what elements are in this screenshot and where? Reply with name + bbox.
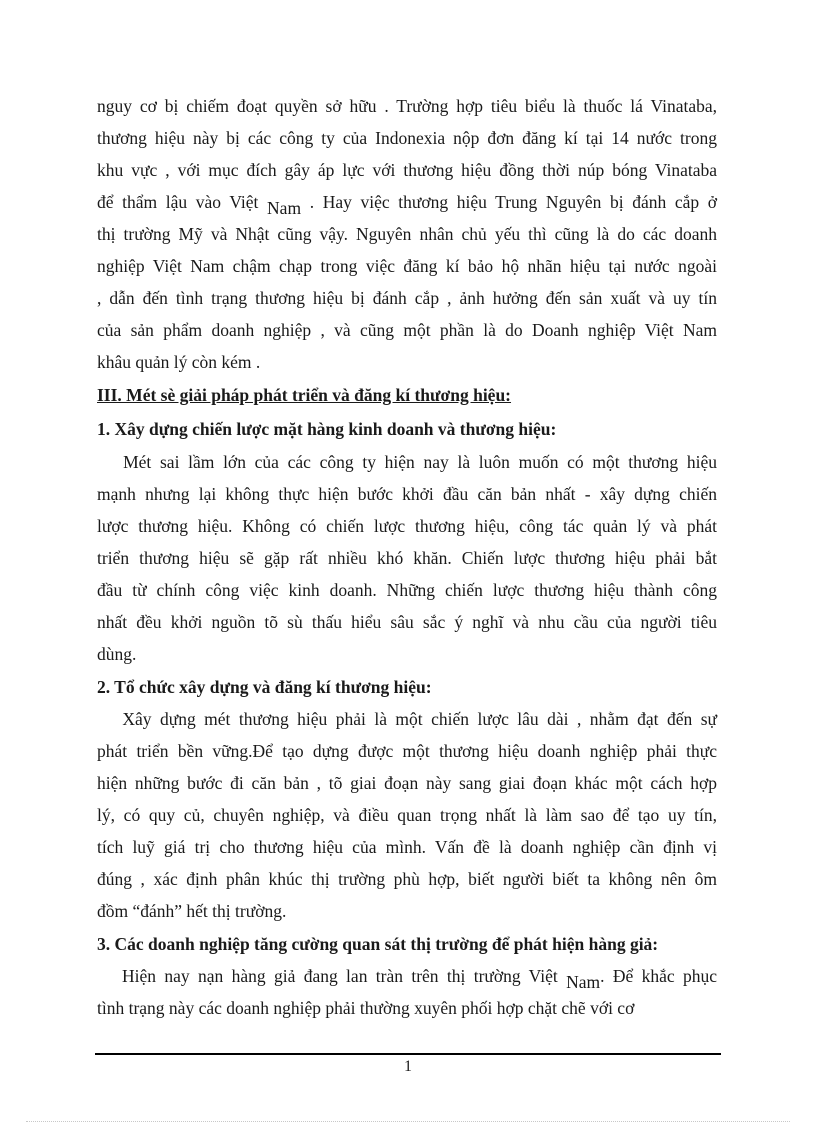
text-line: đúng , xác định phân khúc thị trường phù hợp, biết người biết ta không nên ôm <box>97 869 717 889</box>
text-line: lý, có quy củ, chuyên nghiệp, và điều quan trọng nhất là làm sao để tạo uy tín, <box>97 805 717 825</box>
text-span: . Hay việc thương hiệu Trung Nguyên bị đánh cắp ở <box>301 192 717 212</box>
text-line: nghiệp Việt Nam chậm chạp trong việc đăng kí bảo hộ nhãn hiệu tại nước ngoài <box>97 256 717 276</box>
text-line: nhất đều khởi nguồn tõ sù thấu hiểu sâu sắc ý nghĩ và nhu cầu của người tiêu <box>97 612 717 632</box>
text-span: Hiện nay nạn hàng giả đang lan tràn trên thị trường Việt <box>97 966 567 986</box>
text-span-subscript: Nam <box>267 198 302 218</box>
text-line: lược thương hiệu. Không có chiến lược thương hiệu, công tác quản lý và phát <box>97 516 717 536</box>
text-line: đầu từ chính công việc kinh doanh. Những chiến lược thương hiệu thành công <box>97 580 717 600</box>
subheading-3: 3. Các doanh nghiệp tăng cường quan sát thị trường để phát hiện hàng giả: <box>97 934 659 954</box>
subheading-2: 2. Tổ chức xây dựng và đăng kí thương hiệu: <box>97 677 432 697</box>
text-line: Xây dựng mét thương hiệu phải là một chiến lược lâu dài , nhằm đạt đến sự <box>97 709 717 729</box>
document-page <box>97 0 721 1123</box>
text-line <box>97 965 717 992</box>
footer-divider <box>95 1053 721 1055</box>
text-line: Mét sai lầm lớn của các công ty hiện nay là luôn muốn có một thương hiệu <box>97 452 717 472</box>
text-span: để thẩm lậu vào Việt <box>97 192 268 212</box>
text-line: phát triển bền vững.Để tạo dựng được một thương hiệu doanh nghiệp phải thực <box>97 741 717 761</box>
text-span: . Để khắc phục <box>600 966 717 986</box>
text-span-subscript: Nam <box>566 972 601 992</box>
text-line: tích luỹ giá trị cho thương hiệu của mình. Vấn đề là doanh nghiệp cần định vị <box>97 837 717 857</box>
page-number: 1 <box>404 1058 412 1075</box>
text-line: đồm “đánh” hết thị trường. <box>97 901 287 921</box>
text-line: triển thương hiệu sẽ gặp rất nhiều khó khăn. Chiến lược thương hiệu phải bắt <box>97 548 717 568</box>
subheading-1: 1. Xây dựng chiến lược mặt hàng kinh doanh và thương hiệu: <box>97 419 557 439</box>
text-line: , dẫn đến tình trạng thương hiệu bị đánh cắp , ảnh hưởng đến sản xuất và uy tín <box>97 288 717 308</box>
text-line: thương hiệu này bị các công ty của Indonexia nộp đơn đăng kí tại 14 nước trong <box>97 128 717 148</box>
text-line: tình trạng này các doanh nghiệp phải thường xuyên phối hợp chặt chẽ với cơ <box>97 998 635 1018</box>
section-heading: III. Mét sè giải pháp phát triển và đăng kí thương hiệu: <box>97 385 512 405</box>
text-line <box>97 191 717 218</box>
text-line: hiện những bước đi căn bản , tõ giai đoạn này sang giai đoạn khác một cách hợp <box>97 773 717 793</box>
text-line: thị trường Mỹ và Nhật cũng vậy. Nguyên nhân chủ yếu thì cũng là do các doanh <box>97 224 717 244</box>
text-line: khu vực , với mục đích gây áp lực với thương hiệu đồng thời núp bóng Vinataba <box>97 160 717 180</box>
text-line: dùng. <box>97 644 137 664</box>
text-line: của sản phẩm doanh nghiệp , và cũng một phần là do Doanh nghiệp Việt Nam <box>97 320 717 340</box>
text-line: mạnh nhưng lại không thực hiện bước khởi đầu căn bản nhất - xây dựng chiến <box>97 484 717 504</box>
text-line: nguy cơ bị chiếm đoạt quyền sở hữu . Trường hợp tiêu biểu là thuốc lá Vinataba, <box>97 96 717 116</box>
page-border <box>26 1121 790 1122</box>
text-line: khâu quản lý còn kém . <box>97 352 261 372</box>
